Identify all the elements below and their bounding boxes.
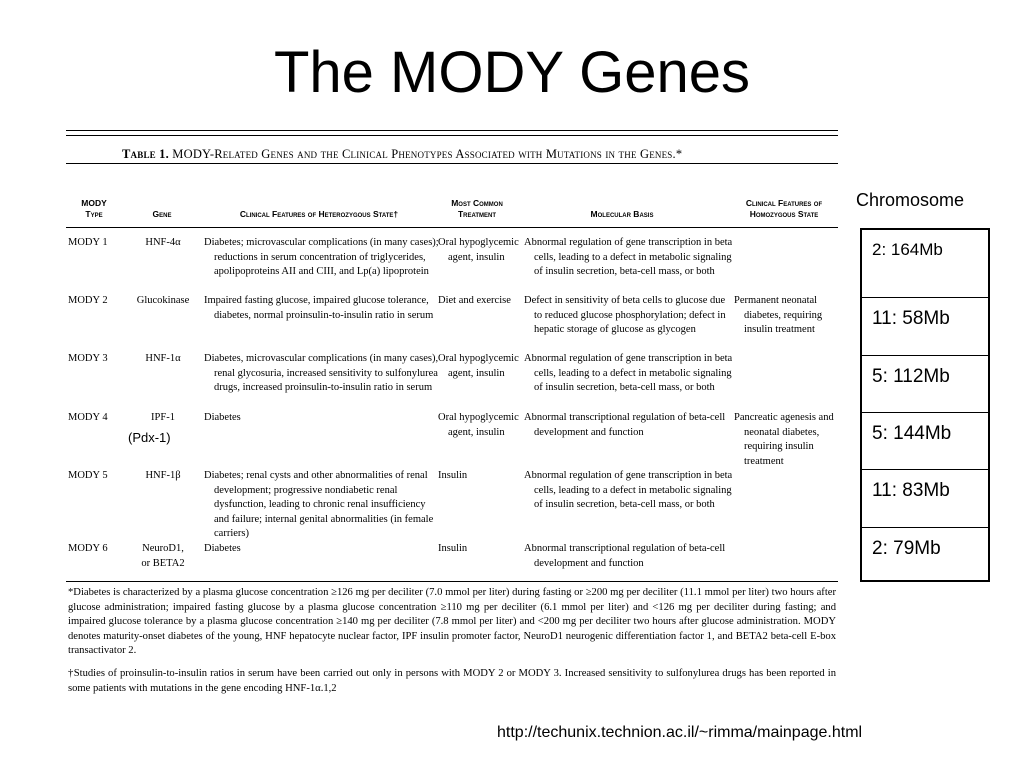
top-rule-2 bbox=[66, 135, 838, 136]
cell-gene: HNF-1β bbox=[145, 470, 181, 481]
table-caption-text: MODY-Related Genes and the Clinical Phenotypes Associated with Mutations in the Genes.* bbox=[172, 147, 683, 161]
cell-mody-type: MODY 5 bbox=[68, 470, 108, 481]
chromosome-cell: 2: 164Mb bbox=[862, 230, 988, 298]
cell-mody-type: MODY 6 bbox=[68, 543, 108, 554]
cell-molecular: Abnormal transcriptional regulation of beta-cell development and function bbox=[524, 543, 726, 569]
top-rule bbox=[66, 130, 838, 131]
cell-clinical-hetero: Diabetes; microvascular complications (in many cases); reductions in serum concentration of triglycerides, apolipoproteins AII and CIII, and Lp(a) lipoprotein bbox=[204, 237, 439, 278]
cell-clinical-hetero: Impaired fasting glucose, impaired glucose tolerance, diabetes, normal proinsulin-to-insulin ratio in serum bbox=[204, 295, 434, 321]
cell-treatment: Insulin bbox=[438, 470, 468, 481]
table-image bbox=[66, 128, 838, 708]
cell-treatment: Oral hypoglycemic agent, insulin bbox=[438, 237, 519, 263]
header-clinical-hetero: Clinical Features of Heterozygous State† bbox=[239, 209, 399, 219]
footnote-2: †Studies of proinsulin-to-insulin ratios in serum have been carried out only in persons with MODY 2 or MODY 3. Increased sensitivity to sulfonylurea drugs has been reported in some patients with mutations in the gene encoding HNF-1α.1,2 bbox=[68, 668, 836, 694]
pdx-annotation: (Pdx-1) bbox=[128, 430, 171, 445]
chromosome-cell: 11: 83Mb bbox=[862, 470, 988, 528]
cell-molecular: Abnormal regulation of gene transcription in beta cells, leading to a defect in metabolic signaling of insulin secretion, beta-cell mass, or both bbox=[524, 237, 733, 278]
cell-treatment: Oral hypoglycemic agent, insulin bbox=[438, 412, 519, 438]
chromosome-label: Chromosome bbox=[856, 190, 965, 210]
cell-gene: HNF-4α bbox=[145, 237, 181, 248]
cell-treatment: Insulin bbox=[438, 543, 468, 554]
cell-clinical-hetero: Diabetes bbox=[204, 412, 241, 423]
chromosome-table bbox=[860, 228, 990, 582]
header-molecular: Molecular Basis bbox=[590, 209, 654, 219]
cell-molecular: Defect in sensitivity of beta cells to glucose due to reduced glucose phosphorylation; defect in hepatic storage of glucose as glycogen bbox=[524, 295, 726, 336]
bottom-rule bbox=[66, 581, 838, 582]
cell-gene: Glucokinase bbox=[136, 295, 190, 306]
cell-gene: IPF-1 bbox=[151, 412, 175, 423]
footnote-1: *Diabetes is characterized by a plasma glucose concentration ≥126 mg per deciliter (7.0 mmol per liter) during fasting or ≥200 mg per deciliter (11.1 mmol per liter) two hours after glucose administration; impaired fasting glucose by a plasma glucose concentration ≥110 mg per deciliter (6.1 mmol per liter) and <126 mg per deciliter during fasting; and impaired glucose tolerance by a plasma glucose concentration ≥140 mg per deciliter (7.8 mmol per liter) and <200 mg per deciliter two hours after glucose administration. MODY denotes maturity-onset diabetes of the young, HNF hepatocyte nuclear factor, IPF insulin promoter factor, NeuroD1 neurogenic differentiation factor 1, and BETA2 beta-cell E-box transactivator 2. bbox=[68, 587, 836, 657]
cell-mody-type: MODY 1 bbox=[68, 237, 108, 248]
cell-clinical-hetero: Diabetes bbox=[204, 543, 241, 554]
caption-rule bbox=[66, 163, 838, 164]
cell-molecular: Abnormal regulation of gene transcription in beta cells, leading to a defect in metabolic signaling of insulin secretion, beta-cell mass, or both bbox=[524, 470, 733, 511]
header-clinical-homo: Clinical Features of Homozygous State bbox=[745, 198, 823, 219]
cell-gene: HNF-1α bbox=[145, 353, 181, 364]
header-rule bbox=[66, 227, 838, 228]
cell-mody-type: MODY 4 bbox=[68, 412, 108, 423]
source-url: http://techunix.technion.ac.il/~rimma/mainpage.html bbox=[497, 724, 863, 741]
cell-molecular: Abnormal regulation of gene transcription in beta cells, leading to a defect in metabolic signaling of insulin secretion, beta-cell mass, or both bbox=[524, 353, 733, 394]
table-caption bbox=[122, 147, 682, 162]
cell-molecular: Abnormal transcriptional regulation of beta-cell development and function bbox=[524, 412, 726, 438]
header-mody-type: MODY Type bbox=[81, 198, 107, 219]
cell-clinical-homo: Pancreatic agenesis and neonatal diabetes, requiring insulin treatment bbox=[734, 412, 834, 467]
header-gene: Gene bbox=[152, 209, 172, 219]
table-caption-label: Table 1. bbox=[122, 147, 169, 161]
cell-treatment: Diet and exercise bbox=[438, 295, 511, 306]
cell-mody-type: MODY 2 bbox=[68, 295, 108, 306]
chromosome-cell: 2: 79Mb bbox=[872, 538, 941, 559]
cell-mody-type: MODY 3 bbox=[68, 353, 108, 364]
slide-title: The MODY Genes bbox=[273, 40, 750, 105]
header-treatment: Most Common Treatment bbox=[451, 198, 503, 219]
cell-clinical-hetero: Diabetes; renal cysts and other abnormalities of renal development; progressive nondiabetic renal dysfunction, leading to chronic renal insufficiency and failure; internal genital abnormalities (in female carriers) bbox=[204, 470, 434, 540]
cell-clinical-hetero: Diabetes, microvascular complications (in many cases), renal glycosuria, increased sensitivity to sulfonylurea drugs, increased proinsulin-to-insulin ratio in serum bbox=[204, 353, 439, 394]
cell-gene: NeuroD1, or BETA2 bbox=[141, 543, 185, 569]
chromosome-cell: 5: 112Mb bbox=[862, 356, 988, 413]
cell-treatment: Oral hypoglycemic agent, insulin bbox=[438, 353, 519, 379]
cell-clinical-homo: Permanent neonatal diabetes, requiring insulin treatment bbox=[734, 295, 823, 336]
chromosome-cell: 11: 58Mb bbox=[862, 298, 988, 356]
chromosome-cell: 5: 144Mb bbox=[862, 413, 988, 470]
